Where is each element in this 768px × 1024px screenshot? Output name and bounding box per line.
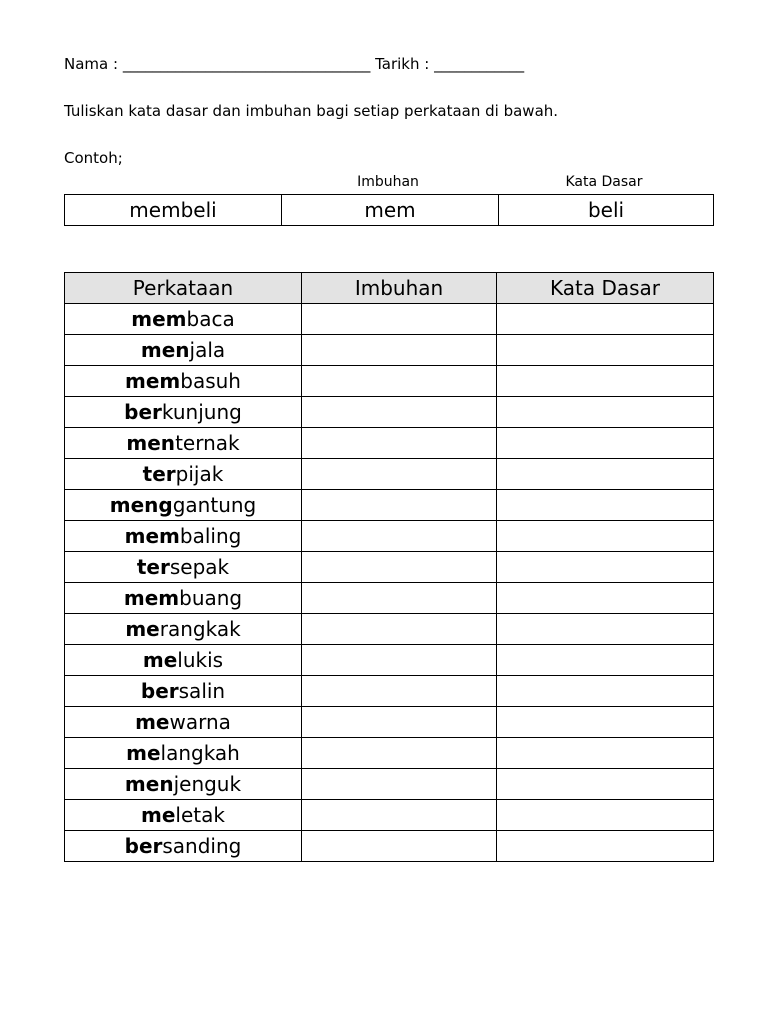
word-prefix: men bbox=[124, 772, 174, 796]
exercise-table bbox=[64, 272, 714, 862]
kata-dasar-answer-cell[interactable] bbox=[497, 459, 714, 490]
word-cell bbox=[65, 676, 302, 707]
table-row bbox=[65, 552, 714, 583]
word-cell bbox=[65, 304, 302, 335]
imbuhan-answer-cell[interactable] bbox=[302, 552, 497, 583]
kata-dasar-answer-cell[interactable] bbox=[497, 645, 714, 676]
example-imbuhan: mem bbox=[282, 195, 499, 226]
example-word: membeli bbox=[65, 195, 282, 226]
table-row bbox=[65, 707, 714, 738]
word-cell bbox=[65, 800, 302, 831]
word-root: langkah bbox=[160, 741, 240, 765]
imbuhan-answer-cell[interactable] bbox=[302, 707, 497, 738]
table-row bbox=[65, 459, 714, 490]
kata-dasar-answer-cell[interactable] bbox=[497, 769, 714, 800]
table-row bbox=[65, 738, 714, 769]
imbuhan-answer-cell[interactable] bbox=[302, 645, 497, 676]
word-root: gantung bbox=[172, 493, 257, 517]
word-root: lukis bbox=[177, 648, 224, 672]
imbuhan-answer-cell[interactable] bbox=[302, 614, 497, 645]
example-table bbox=[64, 194, 714, 226]
table-row bbox=[65, 490, 714, 521]
imbuhan-answer-cell[interactable] bbox=[302, 428, 497, 459]
word-cell bbox=[65, 707, 302, 738]
word-prefix: mem bbox=[123, 586, 180, 610]
word-cell bbox=[65, 645, 302, 676]
kata-dasar-answer-cell[interactable] bbox=[497, 552, 714, 583]
word-root: jala bbox=[189, 338, 226, 362]
word-root: warna bbox=[169, 710, 231, 734]
table-row bbox=[65, 397, 714, 428]
header-perkataan: Perkataan bbox=[65, 273, 302, 304]
example-kata-dasar: beli bbox=[499, 195, 714, 226]
table-header-row bbox=[65, 273, 714, 304]
kata-dasar-answer-cell[interactable] bbox=[497, 583, 714, 614]
word-root: baling bbox=[179, 524, 242, 548]
word-prefix: ber bbox=[140, 679, 179, 703]
imbuhan-answer-cell[interactable] bbox=[302, 800, 497, 831]
word-root: buang bbox=[179, 586, 243, 610]
kata-dasar-answer-cell[interactable] bbox=[497, 428, 714, 459]
kata-dasar-answer-cell[interactable] bbox=[497, 366, 714, 397]
word-root: baca bbox=[186, 307, 235, 331]
instruction-text: Tuliskan kata dasar dan imbuhan bagi setiap perkataan di bawah. bbox=[64, 102, 559, 120]
table-row bbox=[65, 521, 714, 552]
word-prefix: mem bbox=[124, 524, 180, 548]
example-label: Contoh; bbox=[64, 149, 123, 167]
imbuhan-answer-cell[interactable] bbox=[302, 490, 497, 521]
word-root: kunjung bbox=[161, 400, 242, 424]
kata-dasar-answer-cell[interactable] bbox=[497, 831, 714, 862]
date-label: Tarikh : bbox=[370, 55, 435, 73]
table-row bbox=[65, 335, 714, 366]
word-cell bbox=[65, 614, 302, 645]
word-prefix: ber bbox=[124, 834, 163, 858]
kata-dasar-answer-cell[interactable] bbox=[497, 800, 714, 831]
word-cell bbox=[65, 738, 302, 769]
name-blank[interactable]: _________________________________ bbox=[122, 55, 371, 73]
word-cell bbox=[65, 552, 302, 583]
imbuhan-answer-cell[interactable] bbox=[302, 738, 497, 769]
kata-dasar-answer-cell[interactable] bbox=[497, 397, 714, 428]
table-row bbox=[65, 676, 714, 707]
word-root: jenguk bbox=[173, 772, 242, 796]
imbuhan-answer-cell[interactable] bbox=[302, 521, 497, 552]
word-prefix: me bbox=[125, 617, 160, 641]
table-row bbox=[65, 645, 714, 676]
example-row bbox=[65, 195, 714, 226]
word-cell bbox=[65, 428, 302, 459]
word-prefix: me bbox=[142, 648, 178, 672]
word-prefix: men bbox=[140, 338, 190, 362]
kata-dasar-answer-cell[interactable] bbox=[497, 490, 714, 521]
header-imbuhan: Imbuhan bbox=[302, 273, 497, 304]
word-prefix: ter bbox=[136, 555, 170, 579]
table-row bbox=[65, 769, 714, 800]
table-row bbox=[65, 583, 714, 614]
imbuhan-answer-cell[interactable] bbox=[302, 397, 497, 428]
table-row bbox=[65, 304, 714, 335]
header-kata-dasar: Kata Dasar bbox=[497, 273, 714, 304]
word-root: basuh bbox=[180, 369, 241, 393]
word-root: sanding bbox=[162, 834, 242, 858]
word-prefix: mem bbox=[125, 369, 181, 393]
imbuhan-answer-cell[interactable] bbox=[302, 831, 497, 862]
word-root: ternak bbox=[175, 431, 240, 455]
word-root: rangkak bbox=[159, 617, 241, 641]
kata-dasar-answer-cell[interactable] bbox=[497, 335, 714, 366]
kata-dasar-answer-cell[interactable] bbox=[497, 707, 714, 738]
word-cell bbox=[65, 366, 302, 397]
word-prefix: me bbox=[126, 741, 161, 765]
imbuhan-answer-cell[interactable] bbox=[302, 304, 497, 335]
date-blank[interactable]: ____________ bbox=[434, 55, 525, 73]
imbuhan-answer-cell[interactable] bbox=[302, 769, 497, 800]
kata-dasar-answer-cell[interactable] bbox=[497, 738, 714, 769]
imbuhan-answer-cell[interactable] bbox=[302, 676, 497, 707]
table-row bbox=[65, 800, 714, 831]
header-line bbox=[64, 55, 524, 73]
word-cell bbox=[65, 831, 302, 862]
word-prefix: me bbox=[135, 710, 170, 734]
imbuhan-answer-cell[interactable] bbox=[302, 366, 497, 397]
word-root: letak bbox=[175, 803, 225, 827]
example-col-kata-dasar: Kata Dasar bbox=[565, 174, 643, 190]
word-cell bbox=[65, 583, 302, 614]
example-col-imbuhan: Imbuhan bbox=[357, 174, 419, 190]
word-root: pijak bbox=[175, 462, 224, 486]
word-prefix: ter bbox=[142, 462, 176, 486]
table-row bbox=[65, 366, 714, 397]
word-cell bbox=[65, 335, 302, 366]
kata-dasar-answer-cell[interactable] bbox=[497, 521, 714, 552]
word-cell bbox=[65, 521, 302, 552]
word-prefix: me bbox=[141, 803, 176, 827]
word-root: salin bbox=[178, 679, 226, 703]
kata-dasar-answer-cell[interactable] bbox=[497, 676, 714, 707]
kata-dasar-answer-cell[interactable] bbox=[497, 614, 714, 645]
table-row bbox=[65, 428, 714, 459]
table-row bbox=[65, 614, 714, 645]
word-cell bbox=[65, 397, 302, 428]
word-cell bbox=[65, 769, 302, 800]
word-cell bbox=[65, 459, 302, 490]
imbuhan-answer-cell[interactable] bbox=[302, 583, 497, 614]
word-cell bbox=[65, 490, 302, 521]
imbuhan-answer-cell[interactable] bbox=[302, 459, 497, 490]
word-prefix: men bbox=[126, 431, 176, 455]
word-prefix: ber bbox=[124, 400, 162, 424]
word-prefix: mem bbox=[131, 307, 187, 331]
word-root: sepak bbox=[169, 555, 230, 579]
kata-dasar-answer-cell[interactable] bbox=[497, 304, 714, 335]
word-prefix: meng bbox=[109, 493, 173, 517]
imbuhan-answer-cell[interactable] bbox=[302, 335, 497, 366]
table-row bbox=[65, 831, 714, 862]
name-label: Nama : bbox=[64, 55, 123, 73]
